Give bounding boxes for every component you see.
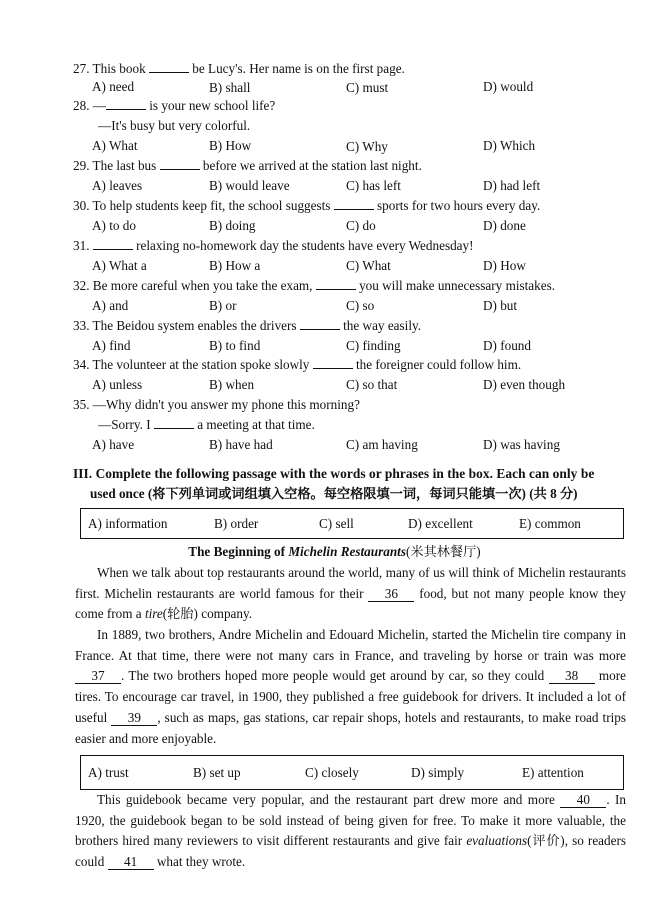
option-35-d[interactable]: D) was having: [483, 437, 560, 452]
option-30-b[interactable]: B) doing: [209, 218, 256, 233]
option-35-b[interactable]: B) have had: [209, 437, 273, 452]
option-29-c[interactable]: C) has left: [346, 178, 401, 193]
option-35-a[interactable]: A) have: [92, 437, 135, 452]
option-30-d[interactable]: D) done: [483, 218, 526, 233]
passage-title: The Beginning of Michelin Restaurants(米其林餐厅): [188, 544, 481, 559]
option-28-c[interactable]: C) Why: [346, 139, 388, 154]
word-box-2-d: D) simply: [411, 765, 465, 780]
option-30-c[interactable]: C) do: [346, 218, 376, 233]
option-32-b[interactable]: B) or: [209, 298, 237, 313]
answer-blank-30[interactable]: [334, 197, 374, 210]
word-box-1-e: E) common: [519, 516, 581, 531]
question-35-stem: 35. —Why didn't you answer my phone this morning?: [73, 397, 360, 412]
passage-paragraph-1: When we talk about top restaurants around the world, many of us will think of Michelin restaurants first. Michelin restaurants are world famous for their 36 food, but not many people know they come from a tire(轮胎) company.: [75, 565, 626, 622]
word-box-1-d: D) excellent: [408, 516, 473, 531]
answer-blank-28[interactable]: [106, 97, 146, 110]
section-3-heading-line2: used once (将下列单词或词组填入空格。每空格限填一词，每词只能填一次) (共 8 分): [90, 486, 578, 501]
option-27-b[interactable]: B) shall: [209, 80, 251, 95]
word-box-2-b: B) set up: [193, 765, 241, 780]
option-32-d[interactable]: D) but: [483, 298, 518, 313]
option-32-a[interactable]: A) and: [92, 298, 129, 313]
question-31-stem: 31. relaxing no-homework day the students have every Wednesday!: [73, 238, 474, 253]
option-35-c[interactable]: C) am having: [346, 437, 418, 452]
answer-blank-38[interactable]: 38: [549, 669, 595, 684]
option-31-a[interactable]: A) What a: [92, 258, 147, 273]
answer-blank-35[interactable]: [154, 416, 194, 429]
question-28-stem: 28. — is your new school life?: [73, 98, 276, 113]
answer-blank-37[interactable]: 37: [75, 669, 121, 684]
word-box-1-c: C) sell: [319, 516, 354, 531]
passage-paragraph-2: In 1889, two brothers, Andre Michelin and Edouard Michelin, started the Michelin tire company in France. At that time, there were not many cars in France, and traveling by horse or train was more 37 . The two brothers hoped more people would get around by car, so they could 38 more tires. To encourage car travel, in 1900, they published a free guidebook for drivers. It included a lot of useful 39 , such as maps, gas stations, car repair shops, hotels and restaurants, to make road trips easier and more enjoyable.: [75, 627, 627, 746]
answer-blank-41[interactable]: 41: [108, 855, 154, 870]
option-27-c[interactable]: C) must: [346, 80, 389, 95]
option-29-b[interactable]: B) would leave: [209, 178, 290, 193]
answer-blank-32[interactable]: [316, 277, 356, 290]
answer-blank-36[interactable]: 36: [368, 587, 414, 602]
option-34-a[interactable]: A) unless: [92, 377, 143, 392]
section-3-heading: III. Complete the following passage with the words or phrases in the box. Each can only be: [73, 466, 595, 481]
answer-blank-40[interactable]: 40: [560, 793, 606, 808]
option-34-b[interactable]: B) when: [209, 377, 255, 392]
option-28-a[interactable]: A) What: [92, 138, 138, 153]
option-28-b[interactable]: B) How: [209, 138, 252, 153]
option-33-b[interactable]: B) to find: [209, 338, 261, 353]
word-box-1-b: B) order: [214, 516, 259, 531]
option-30-a[interactable]: A) to do: [92, 218, 136, 233]
answer-blank-31[interactable]: [93, 237, 133, 250]
option-34-c[interactable]: C) so that: [346, 377, 398, 392]
option-28-d[interactable]: D) Which: [483, 138, 536, 153]
option-34-d[interactable]: D) even though: [483, 377, 566, 392]
question-28-reply: —It's busy but very colorful.: [98, 118, 251, 133]
question-34-stem: 34. The volunteer at the station spoke slowly the foreigner could follow him.: [73, 357, 522, 372]
question-30-stem: 30. To help students keep fit, the school suggests sports for two hours every day.: [73, 198, 541, 213]
question-35-reply: —Sorry. I a meeting at that time.: [98, 417, 315, 432]
option-33-d[interactable]: D) found: [483, 338, 531, 353]
option-27-a[interactable]: A) need: [92, 79, 135, 94]
option-29-d[interactable]: D) had left: [483, 178, 541, 193]
answer-blank-29[interactable]: [160, 157, 200, 170]
question-27-stem: 27. This book be Lucy's. Her name is on the first page.: [73, 61, 405, 76]
passage-paragraph-3: This guidebook became very popular, and the restaurant part drew more and more 40 . In 1920, the guidebook began to be sold instead of being given for free. To make it more valuable, the brothers hired many reviewers to visit different restaurants and give fair evaluations(评价), so readers could 41 what they wrote.: [75, 792, 626, 870]
word-box-2-c: C) closely: [305, 765, 359, 780]
question-33-stem: 33. The Beidou system enables the drivers the way easily.: [73, 318, 422, 333]
answer-blank-34[interactable]: [313, 356, 353, 369]
word-box-1-a: A) information: [88, 516, 168, 531]
option-33-a[interactable]: A) find: [92, 338, 131, 353]
option-29-a[interactable]: A) leaves: [92, 178, 143, 193]
answer-blank-33[interactable]: [300, 317, 340, 330]
word-box-2-e: E) attention: [522, 765, 584, 780]
word-box-2-a: A) trust: [88, 765, 129, 780]
answer-blank-39[interactable]: 39: [111, 711, 157, 726]
answer-blank-27[interactable]: [149, 60, 189, 73]
option-31-b[interactable]: B) How a: [209, 258, 261, 273]
question-29-stem: 29. The last bus before we arrived at the station last night.: [73, 158, 422, 173]
question-32-stem: 32. Be more careful when you take the exam, you will make unnecessary mistakes.: [73, 278, 556, 293]
option-33-c[interactable]: C) finding: [346, 338, 401, 353]
option-31-d[interactable]: D) How: [483, 258, 526, 273]
option-32-c[interactable]: C) so: [346, 298, 375, 313]
option-27-d[interactable]: D) would: [483, 79, 534, 94]
option-31-c[interactable]: C) What: [346, 258, 391, 273]
